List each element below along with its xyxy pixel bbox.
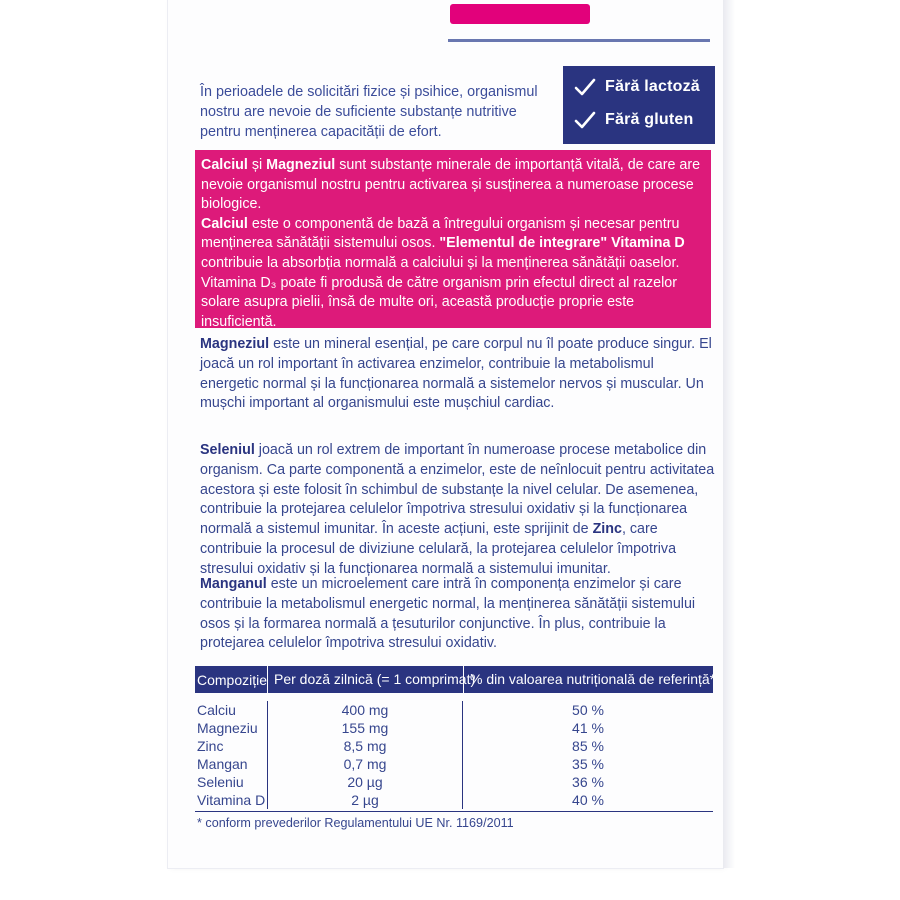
table-cell: 2 µg [351, 792, 379, 808]
table-cell: Seleniu [197, 774, 244, 790]
badge-lactose-label: Fără lactoză [605, 77, 700, 95]
magnesium-paragraph: Magneziul este un mineral esențial, pe care corpul nu îl poate produce singur. El joacă un rol important în activarea enzimelor, contribuie la metabolismul energetic normal și la funcționarea normală a sistemelor nervos și muscular. Un mușchi important al organismului este mușchiul cardiac. [200, 336, 712, 412]
table-cell: 0,7 mg [343, 756, 387, 772]
calcium-magnesium-panel [195, 150, 711, 328]
table-cell: 41 % [572, 720, 604, 736]
badge-gluten [563, 103, 715, 136]
table-cell: Vitamina D [197, 792, 266, 808]
table-header [195, 666, 716, 693]
selenium-paragraph: Seleniul joacă un rol extrem de important în numeroase procese metabolice din organism. Ca parte componentă a enzimelor, este de neînlocuit pentru activitatea acestora și este folosit în schimbul de substanțe la nivel celular. De asemenea, contribuie la protejarea celulelor împotriva stresului oxidativ și la funcționarea normală a sistemul imunitar. În aceste acțiuni, este sprijinit de Zinc, care contribuie la procesul de diviziune celulară, la protejarea celulelor împotriva stresului oxidativ și la funcționarea normală a sistemului imunitar. [200, 442, 715, 577]
manganese-paragraph: Manganul este un microelement care intră în componența enzimelor și care contribuie la metabolismul energetic normal, la menținerea sănătății sistemului osos și la formarea normală a țesuturilor conjunctive. În plus, contribuie la protejarea celulelor împotriva stresului oxidativ. [200, 576, 696, 652]
intro-paragraph: În perioadele de solicitări fizice și psihice, organismul nostru are nevoie de suficiente substanțe nutritive pentru menținerea capacității de efort. [200, 84, 538, 140]
table-cell: 35 % [572, 756, 604, 772]
table-footnote: * conform prevederilor Regulamentului UE Nr. 1169/2011 [197, 816, 514, 830]
badge-gluten-label: Fără gluten [605, 110, 694, 128]
table-body [195, 693, 713, 812]
column-nutrient [195, 701, 267, 809]
composition-table [195, 666, 716, 830]
header-daily-dose: Per doză zilnică (= 1 comprimat) [267, 666, 463, 693]
table-cell: 20 µg [347, 774, 383, 790]
table-cell: 400 mg [341, 702, 389, 718]
mirrored-brand-flap [168, 0, 723, 44]
column-percent [463, 701, 713, 809]
table-cell: 85 % [572, 738, 604, 754]
table-cell: 40 % [572, 792, 604, 808]
header-reference-value: % din valoarea nutrițională de referință* [463, 666, 713, 693]
table-cell: Magneziu [197, 720, 258, 736]
table-cell: 155 mg [341, 720, 389, 736]
calcium-magnesium-paragraph: Calciul și Magneziul sunt substanțe minerale de importanță vitală, de care are nevoie organismul nostru pentru activarea și susținerea a numeroase procese biologice. [201, 157, 701, 213]
badge-lactose [563, 70, 715, 103]
table-cell: 8,5 mg [343, 738, 387, 754]
header-composition: Compoziție [197, 671, 268, 688]
free-from-badge [563, 66, 715, 144]
table-cell: 50 % [572, 702, 604, 718]
table-cell: Mangan [197, 756, 248, 772]
checkmark-icon [573, 108, 597, 132]
table-cell: Calciu [197, 702, 236, 718]
table-cell: Zinc [197, 738, 224, 754]
mirrored-logo-graphic [448, 2, 718, 44]
checkmark-icon [573, 75, 597, 99]
calcium-paragraph: Calciul este o componentă de bază a întregului organism și necesar pentru menținerea sănătății sistemului osos. "Elementul de integrare" Vitamina D contribuie la absorbția normală a calciului și la menținerea sănătății oaselor. Vitamina D₃ poate fi produsă de către organism prin efectul direct al razelor solare asupra pielii, însă de multe ori, această producție proprie este insuficientă. [201, 215, 685, 330]
table-cell: 36 % [572, 774, 604, 790]
column-dose [267, 701, 463, 809]
